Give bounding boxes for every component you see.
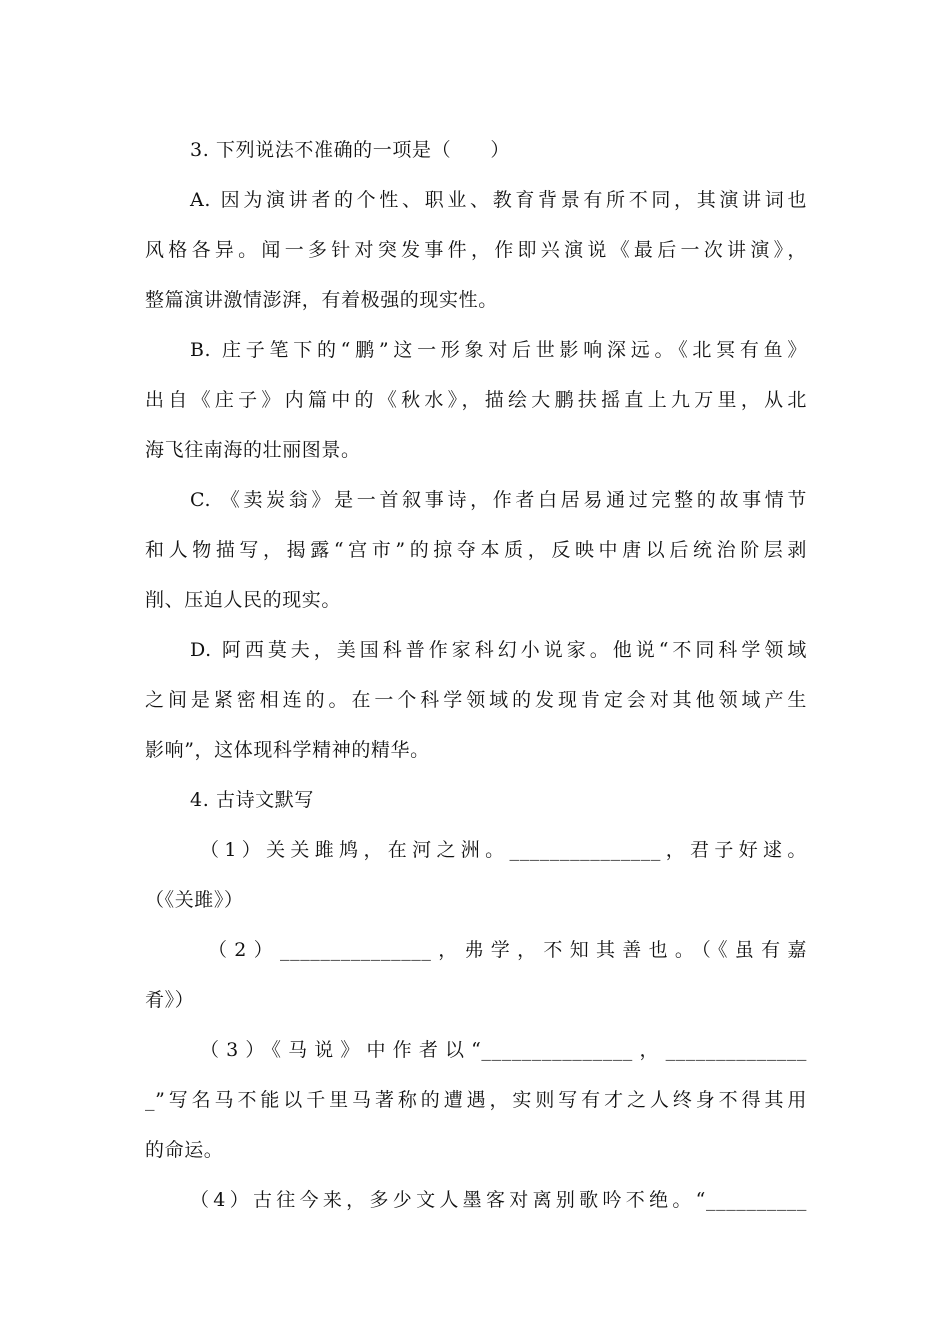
option-a-line-3: 整篇演讲激情澎湃，有着极强的现实性。	[145, 289, 498, 311]
item-1-line-2: （《关雎》）	[145, 889, 244, 911]
option-d-line-3: 影响”，这体现科学精神的精华。	[145, 739, 430, 761]
option-c-line-3: 削、压迫人民的现实。	[145, 589, 342, 611]
question-4-title: 4. 古诗文默写	[190, 789, 314, 811]
item-2-line-1: （2）_______________，弗学，不知其善也。（《虽有嘉	[208, 939, 807, 961]
item-4-line-1: （4）古往今来，多少文人墨客对离别歌吟不绝。“__________	[190, 1189, 807, 1211]
item-3-line-2: _”写名马不能以千里马著称的遭遇，实则写有才之人终身不得其用	[145, 1089, 807, 1111]
option-c-line-2: 和人物描写，揭露“宫市”的掠夺本质，反映中唐以后统治阶层剥	[145, 539, 807, 561]
option-a-line-1: A. 因为演讲者的个性、职业、教育背景有所不同，其演讲词也	[190, 189, 807, 211]
item-3-line-3: 的命运。	[145, 1139, 224, 1161]
option-c-line-1: C. 《卖炭翁》是一首叙事诗，作者白居易通过完整的故事情节	[190, 489, 807, 511]
item-2-line-2: 肴》）	[145, 989, 195, 1011]
option-d-line-2: 之间是紧密相连的。在一个科学领域的发现肯定会对其他领域产生	[145, 689, 807, 711]
option-a-line-2: 风格各异。闻一多针对突发事件，作即兴演说《最后一次讲演》，	[145, 239, 807, 261]
option-b-line-3: 海飞往南海的壮丽图景。	[145, 439, 361, 461]
item-3-line-1: （3）《马说》中作者以“_______________，______________	[200, 1039, 807, 1061]
option-d-line-1: D. 阿西莫夫，美国科普作家科幻小说家。他说“不同科学领域	[190, 639, 807, 661]
question-3-stem: 3. 下列说法不准确的一项是（ ）	[190, 139, 510, 161]
item-1-line-1: （1）关关雎鸠，在河之洲。_______________，君子好逑。	[200, 839, 807, 861]
option-b-line-1: B. 庄子笔下的“鹏”这一形象对后世影响深远。《北冥有鱼》	[190, 339, 807, 361]
option-b-line-2: 出自《庄子》内篇中的《秋水》，描绘大鹏扶摇直上九万里，从北	[145, 389, 807, 411]
